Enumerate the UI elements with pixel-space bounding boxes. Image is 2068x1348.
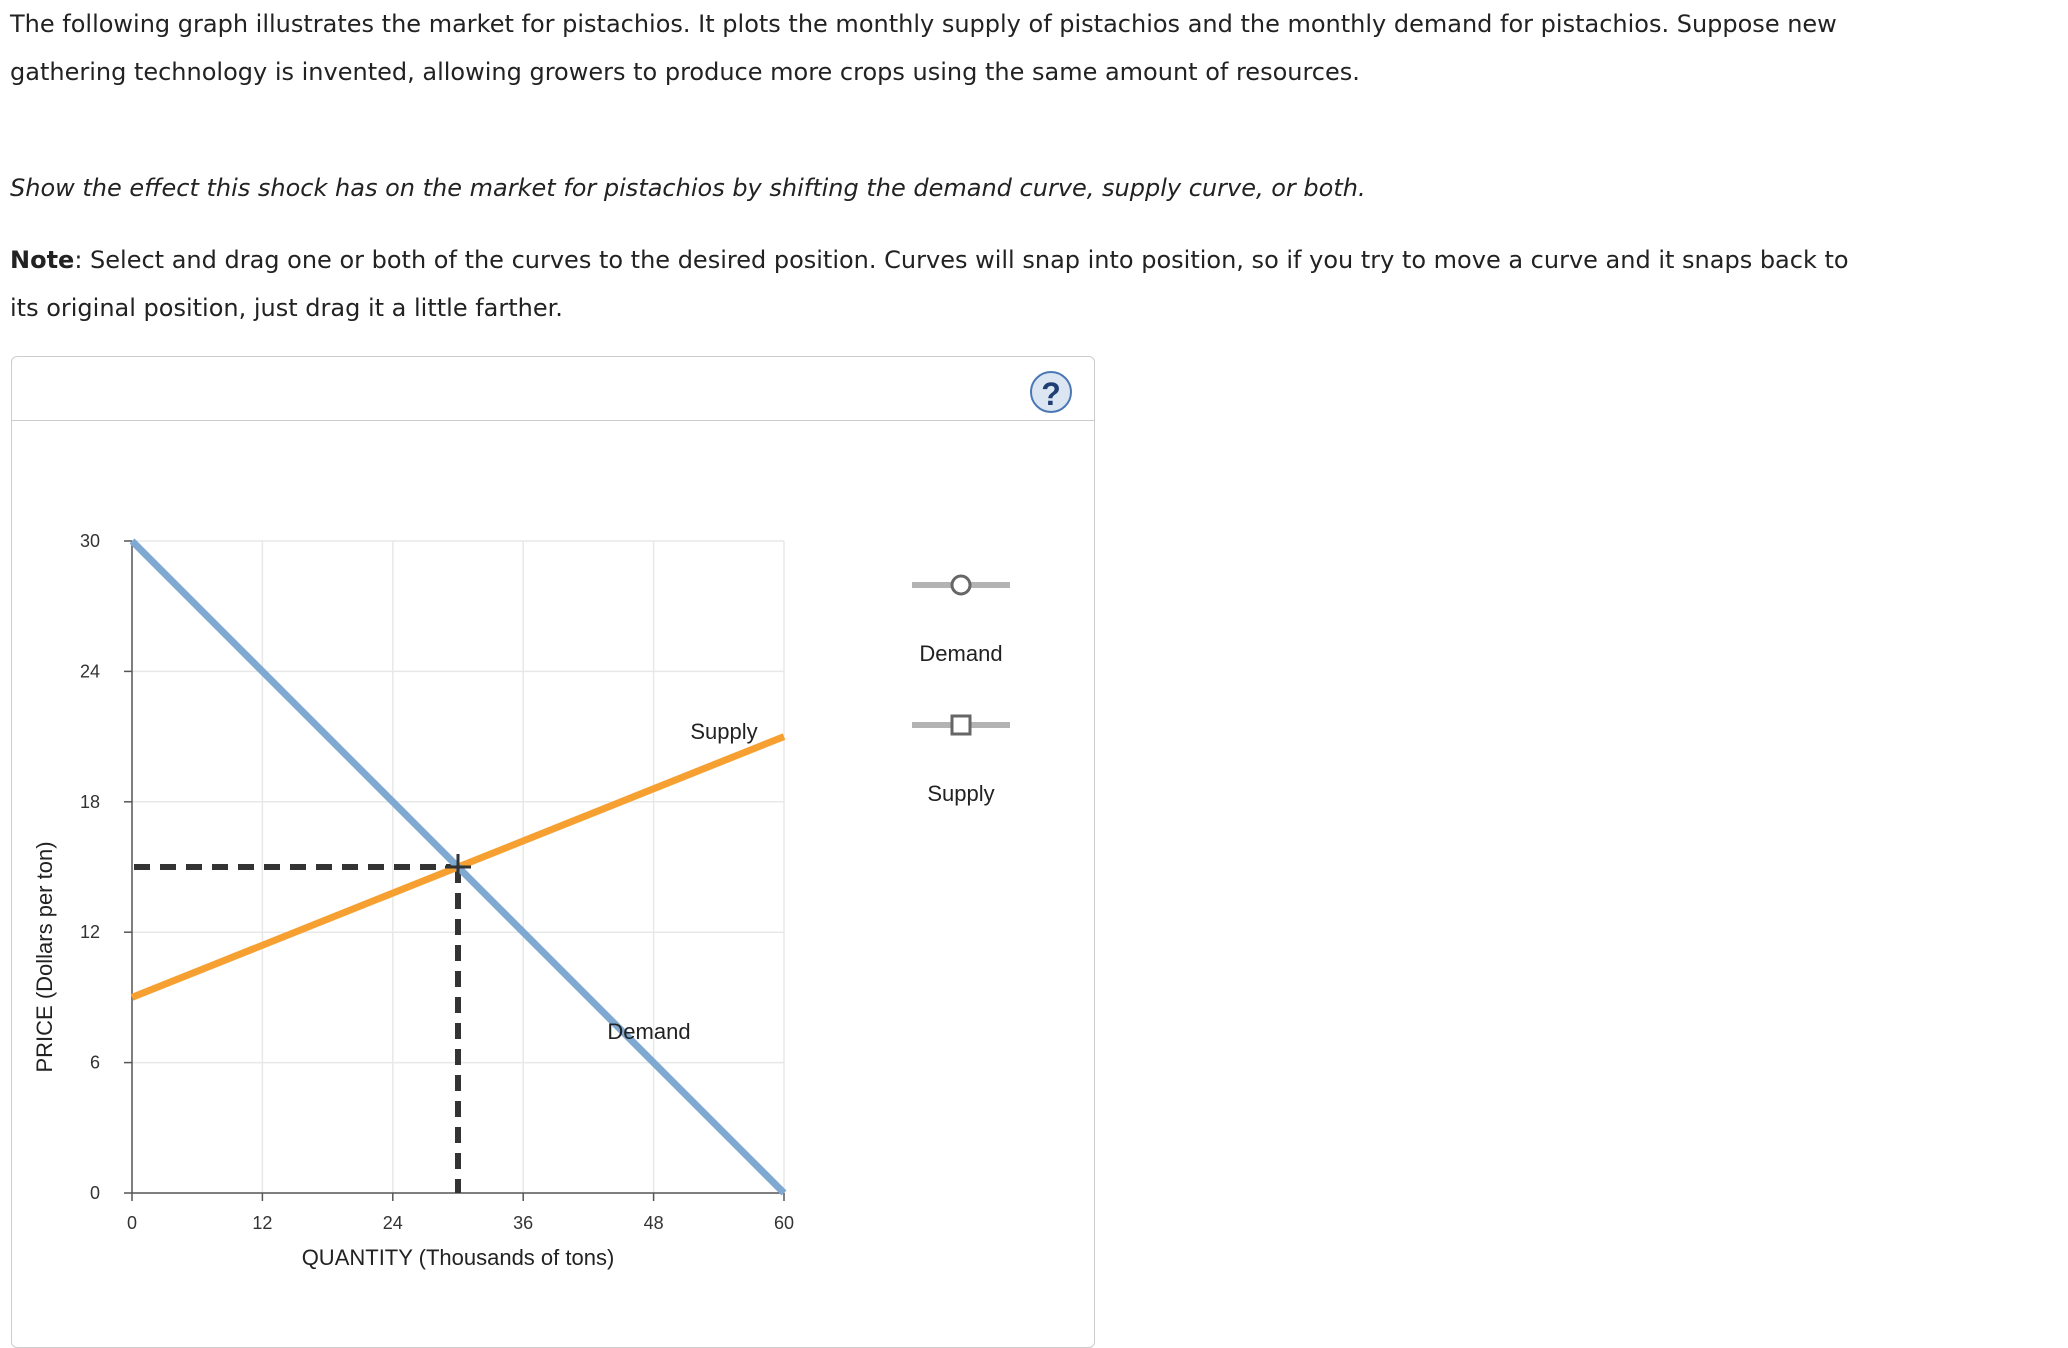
legend-supply-square-icon bbox=[952, 716, 970, 734]
legend-supply-tool[interactable] bbox=[912, 716, 1010, 734]
y-tick-label: 0 bbox=[89, 1183, 100, 1203]
x-tick-label: 0 bbox=[126, 1213, 138, 1233]
legend-demand-circle-icon bbox=[952, 576, 970, 594]
intro-text: The following graph illustrates the market for pistachios. It plots the monthly supply of pistachios and the monthly demand for pistachios. Suppose new gathering technology is invented, allowing growers to produce more crops using the same amount of resources. bbox=[10, 10, 1837, 86]
x-ticks bbox=[127, 1193, 794, 1233]
note-text: : Select and drag one or both of the curves to the desired position. Curves will snap into position, so if you try to move a curve and it snaps back to its original position, just drag it a little farther. bbox=[10, 246, 1849, 322]
legend-demand-tool[interactable] bbox=[912, 576, 1010, 594]
supply-curve-label: Supply bbox=[690, 719, 758, 744]
legend-demand-label: Demand bbox=[919, 641, 1003, 666]
y-tick-label: 6 bbox=[89, 1052, 100, 1073]
note-label: Note bbox=[10, 246, 75, 274]
x-tick-label: 48 bbox=[643, 1213, 664, 1233]
y-tick-label: 12 bbox=[79, 922, 100, 943]
x-tick-label: 24 bbox=[382, 1213, 403, 1233]
note-paragraph bbox=[10, 236, 1860, 332]
x-tick-label: 12 bbox=[252, 1213, 273, 1233]
y-tick-label: 30 bbox=[79, 531, 100, 551]
y-axis-title: PRICE (Dollars per ton) bbox=[32, 841, 57, 1073]
equilibrium-markers bbox=[134, 867, 458, 1193]
y-ticks bbox=[80, 531, 132, 1203]
supply-demand-chart bbox=[12, 357, 1094, 1331]
instruction-text: Show the effect this shock has on the market for pistachios by shifting the demand curve, supply curve, or both. bbox=[10, 174, 1366, 202]
demand-curve-label: Demand bbox=[607, 1019, 691, 1044]
x-axis-title: QUANTITY (Thousands of tons) bbox=[301, 1245, 615, 1270]
x-tick-label: 36 bbox=[513, 1213, 534, 1233]
legend bbox=[912, 576, 1010, 806]
help-button[interactable]: ? bbox=[1030, 371, 1072, 413]
x-tick-label: 60 bbox=[773, 1213, 795, 1233]
y-tick-label: 18 bbox=[79, 791, 100, 812]
y-tick-label: 24 bbox=[79, 661, 100, 682]
legend-supply-label: Supply bbox=[927, 781, 995, 806]
graph-panel bbox=[11, 356, 1095, 1348]
